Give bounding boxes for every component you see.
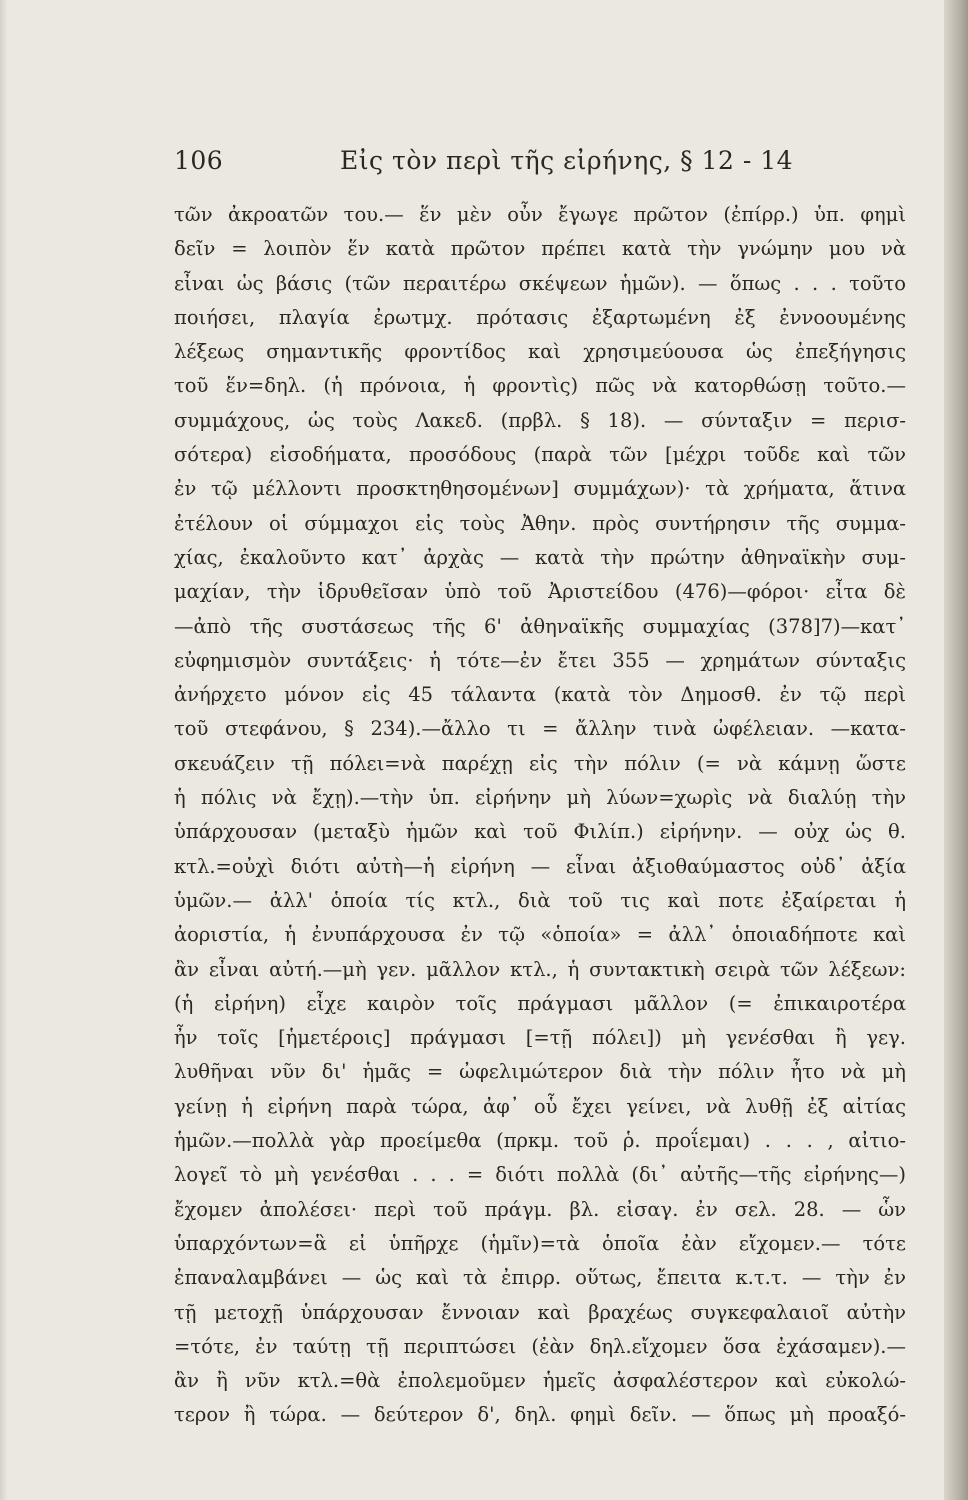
text-line: ποιήσει, πλαγία ἐρωτμχ. πρότασις ἐξαρτωμένη ἐξ ἐννοουμένης	[174, 305, 906, 329]
text-line: τοῦ στεφάνου, § 234).—ἄλλο τι = ἄλλην τινὰ ὠφέλειαν. —κατα-	[174, 717, 906, 741]
text-line: ἀοριστία, ἡ ἐνυπάρχουσα ἐν τῷ «ὁποία» = ἀλλ᾽ ὁποιαδήποτε καὶ	[174, 923, 906, 947]
text-line: ὑμῶν.— ἀλλ' ὁποία τίς κτλ., διὰ τοῦ τις καὶ ποτε ἐξαίρεται ἡ	[174, 888, 906, 912]
text-line: γείνῃ ἡ εἰρήνη παρὰ τώρα, ἀφ᾽ οὗ ἔχει γείνει, νὰ λυθῇ ἐξ αἰτίας	[174, 1094, 906, 1118]
text-line: ἡμῶν.—πολλὰ γὰρ προείμεθα (πρκμ. τοῦ ῥ. προΐεμαι) . . . , αἰτιο-	[174, 1129, 906, 1153]
text-line: τῇ μετοχῇ ὑπάρχουσαν ἔννοιαν καὶ βραχέως συγκεφαλαιοῖ αὐτὴν	[174, 1300, 906, 1324]
page-number: 106	[174, 146, 224, 175]
text-line: ὑπάρχουσαν (μεταξὺ ἡμῶν καὶ τοῦ Φιλίπ.) εἰρήνην. — οὐχ ὡς θ.	[174, 820, 906, 844]
text-line: ὑπαρχόντων=ἃ εἰ ὑπῆρχε (ἡμῖν)=τὰ ὁποῖα ἐὰν εἴχομεν.— τότε	[174, 1231, 906, 1255]
text-line: —ἀπὸ τῆς συστάσεως τῆς 6' ἀθηναϊκῆς συμμαχίας (378]7)—κατ᾽	[174, 614, 906, 638]
text-line: ἦν τοῖς [ἡμετέροις] πράγμασι [=τῇ πόλει]) μὴ γενέσθαι ἢ γεγ.	[174, 1026, 906, 1050]
text-line: ἡ πόλις νὰ ἔχῃ).—τὴν ὑπ. εἰρήνην μὴ λύων=χωρὶς νὰ διαλύῃ τὴν	[174, 786, 906, 810]
text-line: εὐφημισμὸν συντάξεις· ἡ τότε—ἐν ἔτει 355 — χρημάτων σύνταξις	[174, 648, 906, 672]
text-line: κτλ.=οὐχὶ διότι αὐτὴ—ἡ εἰρήνη — εἶναι ἀξιοθαύμαστος οὐδ᾽ ἀξία	[174, 854, 906, 878]
text-line: σότερα) εἰσοδήματα, προσόδους (παρὰ τῶν [μέχρι τοῦδε καὶ τῶν	[174, 443, 906, 467]
text-line: =τότε, ἐν ταύτῃ τῇ περιπτώσει (ἐὰν δηλ.εἴχομεν ὅσα ἐχάσαμεν).—	[174, 1334, 906, 1358]
text-line: λέξεως σημαντικῆς φροντίδος καὶ χρησιμεύουσα ὡς ἐπεξήγησις	[174, 340, 906, 364]
text-line: ἂν ἢ νῦν κτλ.=θὰ ἐπολεμοῦμεν ἡμεῖς ἀσφαλέστερον καὶ εὐκολώ-	[174, 1369, 906, 1393]
text-line: ἂν εἶναι αὐτή.—μὴ γεν. μᾶλλον κτλ., ἡ συντακτικὴ σειρὰ τῶν λέξεων:	[174, 957, 906, 981]
running-title: Εἰς τὸν περὶ τῆς εἰρήνης, § 12 - 14	[340, 146, 794, 175]
text-line: χίας, ἐκαλοῦντο κατ᾽ ἀρχὰς — κατὰ τὴν πρώτην ἀθηναϊκὴν συμ-	[174, 545, 906, 569]
commentary-text	[174, 198, 906, 1433]
text-line: ἀνήρχετο μόνον εἰς 45 τάλαντα (κατὰ τὸν Δημοσθ. ἐν τῷ περὶ	[174, 683, 906, 707]
text-line: τερον ἢ τώρα. — δεύτερον δ', δηλ. φημὶ δεῖν. — ὅπως μὴ προαξό-	[174, 1403, 906, 1427]
page-edge	[944, 0, 968, 1500]
text-line: ἐν τῷ μέλλοντι προσκτηθησομένων] συμμάχων)· τὰ χρήματα, ἅτινα	[174, 477, 906, 501]
text-line: συμμάχους, ὡς τοὺς Λακεδ. (πρβλ. § 18). — σύνταξιν = περισ-	[174, 408, 906, 432]
text-line: τοῦ ἕν=δηλ. (ἡ πρόνοια, ἡ φροντὶς) πῶς νὰ κατορθώσῃ τοῦτο.—	[174, 374, 906, 398]
text-line: ἐτέλουν οἱ σύμμαχοι εἰς τοὺς Ἀθην. πρὸς συντήρησιν τῆς συμμα-	[174, 511, 906, 535]
text-line: εἶναι ὡς βάσις (τῶν περαιτέρω σκέψεων ἡμῶν). — ὅπως . . . τοῦτο	[174, 271, 906, 295]
text-line: σκευάζειν τῇ πόλει=νὰ παρέχῃ εἰς τὴν πόλιν (= νὰ κάμνῃ ὥστε	[174, 751, 906, 775]
text-line: τῶν ἀκροατῶν του.— ἕν μὲν οὖν ἔγωγε πρῶτον (ἐπίρρ.) ὑπ. φημὶ	[174, 203, 906, 226]
text-line: δεῖν = λοιπὸν ἕν κατὰ πρῶτον πρέπει κατὰ τὴν γνώμην μου νὰ	[174, 237, 906, 261]
text-line: ἔχομεν ἀπολέσει· περὶ τοῦ πράγμ. βλ. εἰσαγ. ἐν σελ. 28. — ὧν	[174, 1197, 906, 1221]
text-line: λυθῆναι νῦν δι' ἡμᾶς = ὠφελιμώτερον διὰ τὴν πόλιν ἦτο νὰ μὴ	[174, 1060, 906, 1084]
text-line: μαχίαν, τὴν ἱδρυθεῖσαν ὑπὸ τοῦ Ἀριστείδου (476)—φόροι· εἶτα δὲ	[174, 580, 906, 604]
text-line: ἐπαναλαμβάνει — ὡς καὶ τὰ ἐπιρρ. οὕτως, ἔπειτα κ.τ.τ. — τὴν ἐν	[174, 1266, 906, 1290]
text-line: λογεῖ τὸ μὴ γενέσθαι . . . = διότι πολλὰ (δι᾽ αὐτῆς—τῆς εἰρήνης—)	[174, 1163, 906, 1187]
text-line: (ἡ εἰρήνη) εἶχε καιρὸν τοῖς πράγμασι μᾶλλον (= ἐπικαιροτέρα	[174, 991, 906, 1015]
page-header	[174, 146, 914, 186]
page-gutter-shadow	[0, 0, 8, 1500]
